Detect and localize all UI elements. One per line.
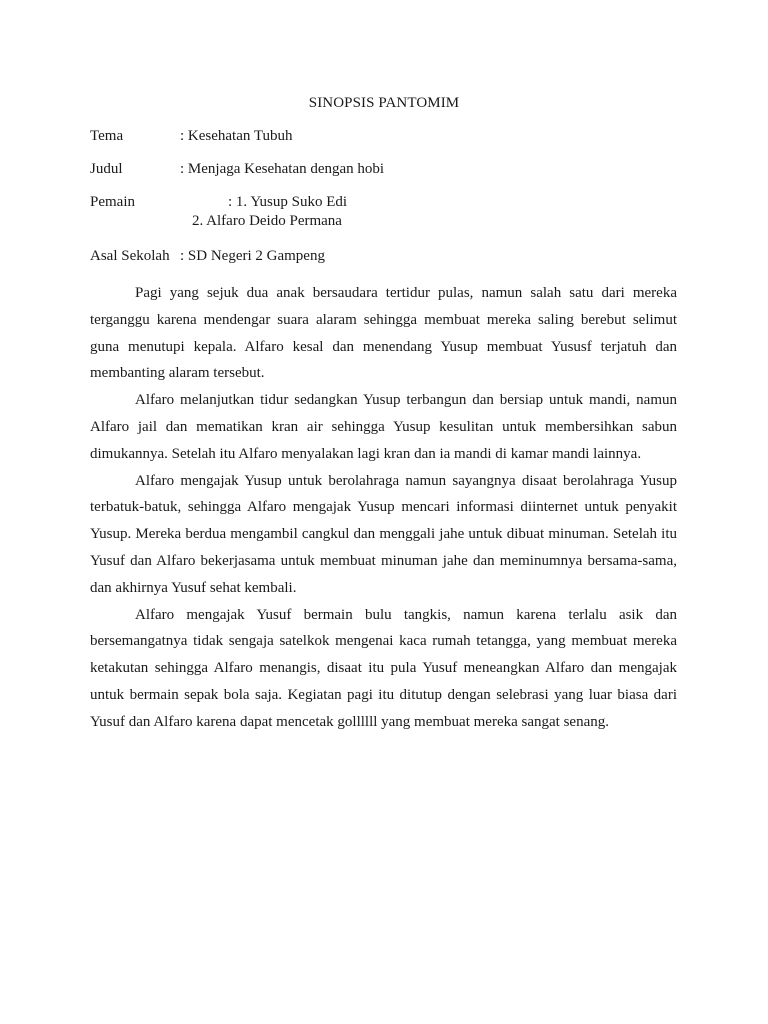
sekolah-value: : SD Negeri 2 Gampeng	[180, 248, 325, 264]
meta-row-judul	[90, 159, 384, 179]
paragraph: Pagi yang sejuk dua anak bersaudara tertidur pulas, namun salah satu dari mereka terganggu karena mendengar suara alaram sehingga membuat mereka saling berebut selimut guna menutupi kepala. Alfaro kesal dan menendang Yusup membuat Yususf terjatuh dan membanting alaram tersebut.	[90, 285, 677, 382]
meta-row-tema	[90, 126, 293, 146]
pemain-value-1: : 1. Yusup Suko Edi	[228, 194, 348, 210]
synopsis-body	[90, 280, 677, 736]
sekolah-label: Asal Sekolah	[90, 248, 170, 264]
meta-row-pemain	[90, 192, 347, 212]
tema-label: Tema	[90, 128, 124, 144]
meta-row-sekolah	[90, 246, 325, 266]
document-title: SINOPSIS PANTOMIM	[308, 95, 460, 111]
paragraph: Alfaro mengajak Yusup untuk berolahraga namun sayangnya disaat berolahraga Yusup terbatuk-batuk, sehingga Alfaro mengajak Yusup mencari informasi diinternet untuk penyakit Yusup. Mereka berdua mengambil cangkul dan menggali jahe untuk dibuat minuman. Setelah itu Yusuf dan Alfaro bekerjasama untuk membuat minuman jahe dan meminumnya bersama-sama, dan akhirnya Yusuf sehat kembali.	[90, 472, 677, 596]
meta-row-pemain-2	[192, 211, 342, 231]
tema-value: : Kesehatan Tubuh	[180, 128, 293, 144]
judul-value: : Menjaga Kesehatan dengan hobi	[180, 161, 385, 177]
judul-label: Judul	[90, 161, 123, 177]
pemain-value-2: 2. Alfaro Deido Permana	[192, 213, 342, 229]
paragraph: Alfaro mengajak Yusuf bermain bulu tangkis, namun karena terlalu asik dan bersemangatnya tidak sengaja satelkok mengenai kaca rumah tetangga, yang membuat mereka ketakutan sehingga Alfaro menangis, disaat itu pula Yusuf meneangkan Alfaro dan mengajak untuk bermain sepak bola saja. Kegiatan pagi itu ditutup dengan selebrasi yang luar biasa dari Yusuf dan Alfaro karena dapat mencetak gollllll yang membuat mereka sangat senang.	[90, 606, 677, 730]
pemain-label: Pemain	[90, 194, 135, 210]
paragraph: Alfaro melanjutkan tidur sedangkan Yusup terbangun dan bersiap untuk mandi, namun Alfaro jail dan mematikan kran air sehingga Yusup kesulitan untuk membersihkan sabun dimukannya. Setelah itu Alfaro menyalakan lagi kran dan ia mandi di kamar mandi lainnya.	[90, 392, 677, 462]
